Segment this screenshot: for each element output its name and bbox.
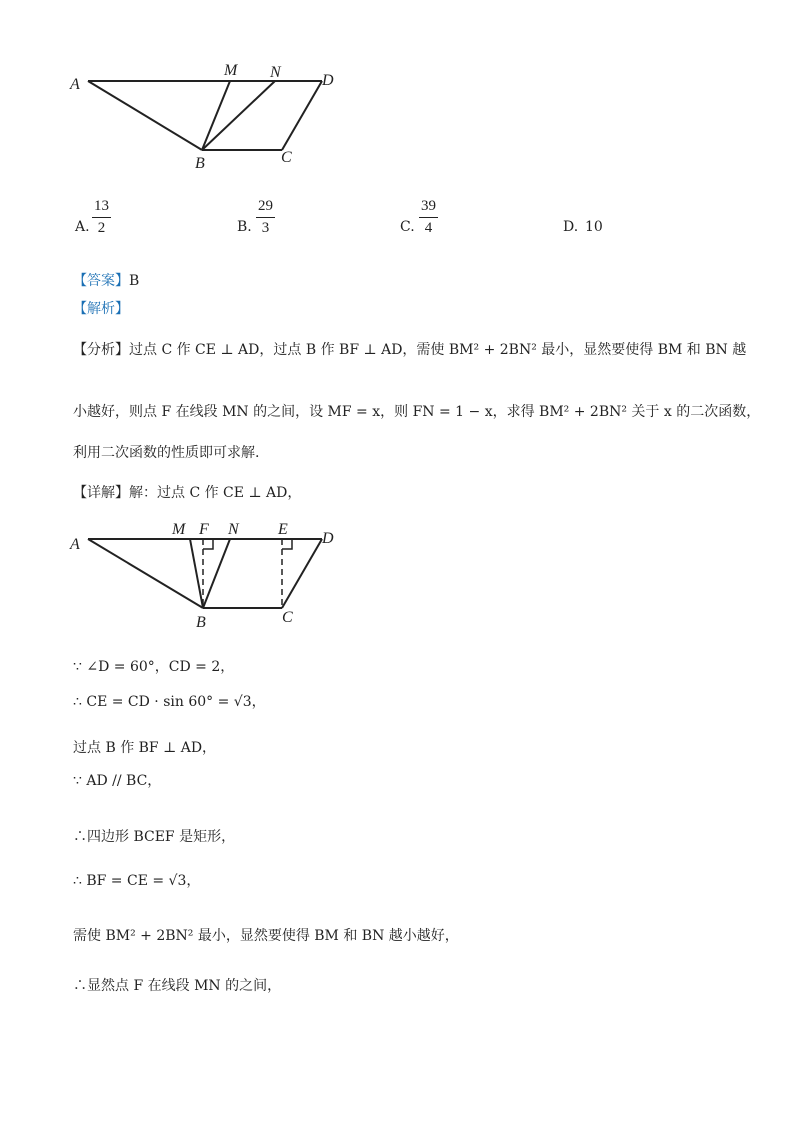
option-c-letter: C. bbox=[400, 219, 415, 235]
step-7: 需使 BM² + 2BN² 最小，显然要使得 BM 和 BN 越小越好， bbox=[73, 928, 459, 944]
fenxi-text-1: 过点 C 作 CE ⊥ AD，过点 B 作 BF ⊥ AD，需使 BM² + 2BN² 最小，显然要使得 BM 和 BN 越 bbox=[129, 342, 747, 358]
option-a-fraction: 13 2 bbox=[94, 198, 109, 236]
detail-intro: 解：过点 C 作 CE ⊥ AD， bbox=[129, 485, 302, 501]
option-a-letter: A. bbox=[75, 219, 90, 235]
fenxi-line-3: 利用二次函数的性质即可求解. bbox=[73, 445, 260, 461]
fenxi-tag: 【分析】 bbox=[73, 342, 129, 358]
label-n: N bbox=[228, 521, 239, 538]
figure-2 bbox=[60, 515, 360, 635]
step-4: ∵ AD // BC， bbox=[73, 773, 162, 789]
label-f: F bbox=[199, 521, 209, 538]
detail-tag: 【详解】 bbox=[73, 485, 129, 501]
step-6: ∴ BF = CE = √3， bbox=[73, 873, 201, 889]
label-n: N bbox=[270, 64, 281, 81]
step-5: ∴四边形 BCEF 是矩形， bbox=[73, 829, 236, 845]
fenxi-line-1 bbox=[73, 339, 746, 359]
answer-line bbox=[73, 270, 139, 290]
option-b-fraction: 29 3 bbox=[258, 198, 273, 236]
segment-bm bbox=[190, 539, 203, 608]
label-m: M bbox=[172, 521, 186, 538]
answer-tag: 【答案】 bbox=[73, 273, 129, 289]
label-a: A bbox=[70, 76, 80, 93]
right-angle-f bbox=[203, 539, 213, 549]
segment-ab bbox=[88, 81, 202, 150]
option-d-letter: D. bbox=[563, 219, 579, 235]
step-1: ∵ ∠D = 60°，CD = 2， bbox=[73, 659, 235, 675]
label-d: D bbox=[322, 72, 334, 89]
segment-bn bbox=[202, 81, 275, 150]
step-2: ∴ CE = CD · sin 60° = √3， bbox=[73, 694, 266, 710]
right-angle-e bbox=[282, 539, 292, 549]
segment-bm bbox=[202, 81, 230, 150]
detail-line bbox=[73, 482, 301, 502]
label-d: D bbox=[322, 530, 334, 547]
segment-cd bbox=[282, 81, 322, 150]
label-b: B bbox=[195, 155, 205, 172]
step-3: 过点 B 作 BF ⊥ AD， bbox=[73, 740, 217, 756]
fenxi-line-2: 小越好，则点 F 在线段 MN 的之间，设 MF = x，则 FN = 1 − x，求得 BM² + 2BN² 关于 x 的二次函数， bbox=[73, 404, 761, 420]
option-c-fraction: 39 4 bbox=[421, 198, 436, 236]
label-b: B bbox=[196, 614, 206, 631]
answer-value: B bbox=[129, 273, 140, 289]
label-c: C bbox=[282, 609, 293, 626]
segment-ab bbox=[88, 539, 203, 608]
label-a: A bbox=[70, 536, 80, 553]
label-m: M bbox=[224, 62, 238, 79]
label-e: E bbox=[278, 521, 288, 538]
label-c: C bbox=[281, 149, 292, 166]
step-8: ∴显然点 F 在线段 MN 的之间， bbox=[73, 978, 282, 994]
option-b-letter: B. bbox=[237, 219, 252, 235]
option-d-value: 10 bbox=[585, 219, 603, 235]
analysis-tag: 【解析】 bbox=[73, 301, 129, 317]
figure-1 bbox=[60, 55, 360, 175]
